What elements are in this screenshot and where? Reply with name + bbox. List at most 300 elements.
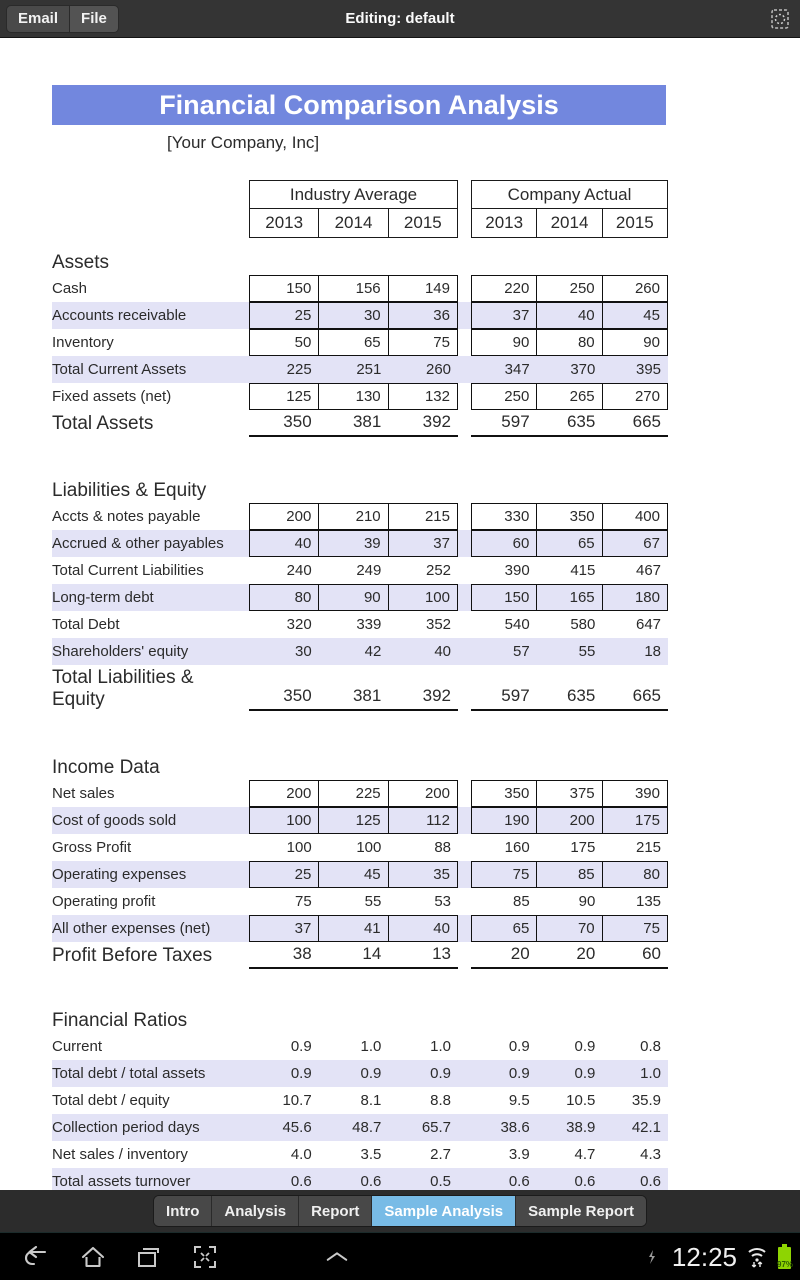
table-cell[interactable]: 375 [537,781,602,806]
year-header-2014: 2014 [319,209,388,237]
sheet-tab-bar [0,1190,800,1232]
row-label: Current [52,1038,103,1055]
year-header-2015: 2015 [615,213,654,232]
sheet-tab-sample-report[interactable]: Sample Report [516,1196,646,1226]
recent-apps-icon[interactable] [136,1244,162,1270]
cell-group-company [471,861,668,888]
table-cell[interactable]: 160 [504,839,530,856]
qr-scan-icon[interactable] [769,7,791,31]
table-cell[interactable]: 1.0 [640,1065,662,1082]
row-label: Accts & notes payable [52,508,201,525]
table-cell[interactable]: 75 [433,334,450,351]
table-cell[interactable]: 150 [472,585,537,610]
cell-group-industry [249,1060,458,1087]
table-cell[interactable]: 350 [472,781,537,806]
table-cell[interactable]: 100 [250,808,319,833]
table-row[interactable] [0,356,800,383]
cell-group-industry [249,329,458,356]
table-cell[interactable]: 467 [635,562,662,579]
table-cell[interactable]: 350 [283,412,312,431]
table-cell[interactable]: 132 [424,388,450,405]
table-cell[interactable]: 597 [501,412,530,431]
row-label: Total Current Liabilities [52,562,204,579]
table-cell[interactable]: 250 [472,384,537,409]
table-cell[interactable]: 75 [643,920,660,937]
table-cell[interactable]: 48.7 [352,1119,382,1136]
cell-group-company [471,410,668,437]
table-cell[interactable]: 0.9 [290,1038,312,1055]
year-headers-company [471,209,668,238]
table-cell[interactable]: 0.6 [360,1173,382,1190]
cell-group-company [471,383,668,410]
table-cell[interactable]: 8.1 [360,1092,382,1109]
table-cell[interactable]: 45 [643,307,660,324]
table-row[interactable] [0,861,800,888]
cell-group-industry [249,638,458,665]
table-cell[interactable]: 37 [433,535,450,552]
table-cell[interactable]: 2.7 [430,1146,452,1163]
table-row[interactable] [0,942,800,969]
row-label: Long-term debt [52,589,154,606]
cell-group-company [471,1168,668,1190]
cell-group-industry [249,915,458,942]
table-cell[interactable]: 38.9 [566,1119,596,1136]
header-company-actual: Company Actual [471,180,668,209]
table-cell[interactable]: 50 [250,330,319,355]
cell-group-company [471,584,668,611]
table-row[interactable] [0,807,800,834]
table-cell[interactable]: 55 [364,893,382,910]
table-cell[interactable]: 156 [319,276,388,301]
table-cell[interactable]: 339 [356,616,382,633]
chevron-up-icon[interactable] [324,1244,350,1270]
table-cell[interactable]: 39 [319,531,388,556]
row-label: Total Liabilities & Equity [52,667,194,710]
table-cell[interactable]: 150 [250,276,319,301]
document-title: Financial Comparison Analysis [52,85,666,125]
cell-group-industry [249,861,458,888]
table-cell[interactable]: 0.9 [290,1065,312,1082]
cell-group-company [471,915,668,942]
table-cell[interactable]: 42.1 [631,1119,662,1136]
battery-percent-label: 97% [777,1260,794,1269]
table-cell[interactable]: 38 [292,944,312,963]
table-row[interactable] [0,1060,800,1087]
cell-group-industry [249,1168,458,1190]
table-cell[interactable]: 53 [434,893,452,910]
cell-group-industry [249,611,458,638]
table-cell[interactable]: 85 [537,862,602,887]
table-cell[interactable]: 352 [425,616,452,633]
table-cell[interactable]: 200 [424,785,450,802]
table-cell[interactable]: 75 [294,893,312,910]
sheet-tabs [153,1195,647,1227]
app-top-bar [0,0,800,38]
table-cell[interactable]: 20 [576,944,596,963]
table-cell[interactable]: 70 [537,916,602,941]
table-cell[interactable]: 635 [566,686,596,705]
row-label: Net sales / inventory [52,1146,188,1163]
table-row[interactable] [0,915,800,942]
table-cell[interactable]: 390 [504,562,530,579]
row-label: Operating profit [52,893,156,910]
cell-group-industry [249,503,458,530]
table-row[interactable] [0,275,800,302]
cell-group-industry [249,356,458,383]
table-cell[interactable]: 347 [504,361,530,378]
table-cell[interactable]: 40 [250,531,319,556]
table-cell[interactable]: 270 [634,388,660,405]
cell-group-industry [249,1087,458,1114]
table-cell[interactable]: 25 [250,862,319,887]
table-cell[interactable]: 0.5 [430,1173,452,1190]
table-cell[interactable]: 112 [426,812,450,829]
table-row[interactable] [0,329,800,356]
usb-debug-icon [639,1244,665,1270]
table-cell[interactable]: 0.9 [574,1038,596,1055]
cell-group-company [471,807,668,834]
table-row[interactable] [0,888,800,915]
row-label: Total Assets [52,413,154,434]
table-cell[interactable]: 125 [250,384,319,409]
table-cell[interactable]: 90 [319,585,388,610]
cell-group-company [471,356,668,383]
section-title-liabilities-equity: Liabilities & Equity [52,480,207,501]
sheet-tab-analysis[interactable]: Analysis [212,1196,299,1226]
row-label: Net sales [52,785,115,802]
table-cell[interactable]: 260 [425,361,452,378]
cell-group-company [471,503,668,530]
cell-group-company [471,530,668,557]
clock: 12:25 [671,1241,737,1272]
table-cell[interactable]: 320 [286,616,312,633]
cell-group-company [471,302,668,329]
table-cell[interactable]: 0.9 [508,1038,530,1055]
cell-group-industry [249,1033,458,1060]
table-row[interactable] [0,530,800,557]
table-cell[interactable]: 200 [537,808,602,833]
table-cell[interactable]: 20 [510,944,530,963]
table-cell[interactable]: 381 [352,412,382,431]
cell-group-industry [249,302,458,329]
table-cell[interactable]: 57 [512,643,530,660]
cell-group-company [471,1087,668,1114]
table-cell[interactable]: 0.9 [574,1065,596,1082]
table-cell[interactable]: 90 [643,334,660,351]
wifi-icon [744,1244,770,1270]
table-cell[interactable]: 18 [644,643,662,660]
cell-group-industry [249,888,458,915]
table-cell[interactable]: 647 [635,616,662,633]
table-cell[interactable]: 40 [434,643,452,660]
cell-group-industry [249,584,458,611]
row-label: All other expenses (net) [52,920,211,937]
table-cell[interactable]: 395 [635,361,662,378]
table-cell[interactable]: 42 [364,643,382,660]
table-cell[interactable]: 1.0 [360,1038,382,1055]
table-cell[interactable]: 88 [434,839,452,856]
cell-group-company [471,888,668,915]
cell-group-industry [249,665,458,711]
table-cell[interactable]: 65 [319,330,388,355]
section-title-income-data: Income Data [52,757,160,778]
table-cell[interactable]: 415 [570,562,596,579]
cell-group-company [471,275,668,302]
table-cell[interactable]: 3.9 [508,1146,530,1163]
table-row[interactable] [0,611,800,638]
table-cell[interactable]: 130 [319,384,388,409]
table-row[interactable] [0,1087,800,1114]
table-cell[interactable]: 38.6 [500,1119,530,1136]
cell-group-industry [249,780,458,807]
table-cell[interactable]: 260 [634,280,660,297]
year-header-2013: 2013 [250,209,319,237]
row-label: Cash [52,280,88,297]
table-cell[interactable]: 25 [250,303,319,328]
table-cell[interactable]: 215 [635,839,662,856]
row-label: Shareholders' equity [52,643,189,660]
table-cell[interactable]: 60 [642,944,662,963]
row-label: Profit Before Taxes [52,945,213,966]
table-cell[interactable]: 200 [250,504,319,529]
table-cell[interactable]: 40 [433,920,450,937]
table-row[interactable] [0,665,800,711]
row-label: Total debt / total assets [52,1065,206,1082]
table-cell[interactable]: 0.6 [290,1173,312,1190]
table-cell[interactable]: 45.6 [282,1119,312,1136]
row-label: Inventory [52,334,114,351]
table-cell[interactable]: 400 [634,508,660,525]
table-cell[interactable]: 350 [537,504,602,529]
table-cell[interactable]: 41 [319,916,388,941]
table-cell[interactable]: 80 [537,330,602,355]
table-cell[interactable]: 392 [422,686,452,705]
spreadsheet-viewport[interactable] [0,38,800,1190]
table-cell[interactable]: 35 [433,866,450,883]
table-cell[interactable]: 45 [319,862,388,887]
table-cell[interactable]: 55 [578,643,596,660]
row-label: Collection period days [52,1119,200,1136]
table-row[interactable] [0,780,800,807]
table-cell[interactable]: 210 [319,504,388,529]
back-arrow-icon[interactable] [24,1244,50,1270]
table-cell[interactable]: 180 [634,589,660,606]
table-cell[interactable]: 250 [537,276,602,301]
table-cell[interactable]: 252 [425,562,452,579]
table-row[interactable] [0,638,800,665]
table-row[interactable] [0,1033,800,1060]
row-label: Cost of goods sold [52,812,177,829]
table-cell[interactable]: 390 [634,785,660,802]
table-cell[interactable]: 175 [634,812,660,829]
table-cell[interactable]: 35.9 [631,1092,662,1109]
cell-group-industry [249,557,458,584]
year-header-2015: 2015 [403,213,442,232]
cell-group-company [471,780,668,807]
table-cell[interactable]: 8.8 [430,1092,452,1109]
table-cell[interactable]: 65.7 [421,1119,452,1136]
table-row[interactable] [0,557,800,584]
table-cell[interactable]: 100 [286,839,312,856]
row-label: Fixed assets (net) [52,388,172,405]
battery-icon [777,1244,792,1270]
table-cell[interactable]: 200 [250,781,319,806]
table-row[interactable] [0,503,800,530]
table-cell[interactable]: 67 [643,535,660,552]
year-header-2013: 2013 [472,209,537,237]
app-bar-buttons [6,5,119,33]
android-navigation-bar [0,1232,800,1280]
year-headers-industry [249,209,458,238]
document-subtitle: [Your Company, Inc] [167,133,320,152]
sheet-tab-intro[interactable]: Intro [154,1196,212,1226]
table-cell[interactable]: 225 [319,781,388,806]
screenshot-icon[interactable] [192,1244,218,1270]
home-icon[interactable] [80,1244,106,1270]
table-cell[interactable]: 4.0 [290,1146,312,1163]
table-cell[interactable]: 265 [537,384,602,409]
row-label: Gross Profit [52,839,132,856]
table-cell[interactable]: 370 [570,361,596,378]
table-cell[interactable]: 249 [356,562,382,579]
table-cell[interactable]: 40 [537,303,602,328]
cell-group-industry [249,807,458,834]
table-cell[interactable]: 37 [472,303,537,328]
table-cell[interactable]: 65 [537,531,602,556]
table-cell[interactable]: 135 [635,893,662,910]
table-row[interactable] [0,410,800,437]
cell-group-industry [249,275,458,302]
table-row[interactable] [0,1114,800,1141]
table-cell[interactable]: 0.6 [574,1173,596,1190]
table-cell[interactable]: 10.7 [282,1092,312,1109]
table-cell[interactable]: 80 [250,585,319,610]
cell-group-company [471,942,668,969]
table-cell[interactable]: 330 [472,504,537,529]
table-cell[interactable]: 10.5 [566,1092,596,1109]
table-cell[interactable]: 0.6 [508,1173,530,1190]
table-cell[interactable]: 580 [570,616,596,633]
table-row[interactable] [0,834,800,861]
table-cell[interactable]: 85 [512,893,530,910]
table-cell[interactable]: 90 [472,330,537,355]
year-header-2014: 2014 [537,209,602,237]
cell-group-company [471,834,668,861]
cell-group-company [471,1141,668,1168]
table-cell[interactable]: 350 [283,686,312,705]
table-cell[interactable]: 251 [356,361,382,378]
table-cell[interactable]: 0.9 [430,1065,452,1082]
row-label: Total debt / equity [52,1092,170,1109]
table-cell[interactable]: 4.3 [640,1146,662,1163]
row-label: Total Current Assets [52,361,187,378]
table-cell[interactable]: 1.0 [430,1038,452,1055]
row-label: Accrued & other payables [52,535,224,552]
table-cell[interactable]: 381 [352,686,382,705]
table-cell[interactable]: 4.7 [574,1146,596,1163]
table-cell[interactable]: 65 [472,916,537,941]
cell-group-company [471,1060,668,1087]
cell-group-company [471,638,668,665]
cell-group-industry [249,1141,458,1168]
app-bar-title: Editing: default [345,10,455,27]
row-label: Total assets turnover [52,1173,191,1190]
row-label: Accounts receivable [52,307,187,324]
table-cell[interactable]: 100 [356,839,382,856]
table-row[interactable] [0,302,800,329]
cell-group-company [471,665,668,711]
table-cell[interactable]: 0.9 [360,1065,382,1082]
section-title-financial-ratios: Financial Ratios [52,1010,188,1031]
table-cell[interactable]: 215 [424,508,450,525]
table-cell[interactable]: 14 [362,944,382,963]
table-cell[interactable]: 30 [319,303,388,328]
table-cell[interactable]: 100 [424,589,450,606]
table-cell[interactable]: 220 [472,276,537,301]
cell-group-industry [249,383,458,410]
table-cell[interactable]: 3.5 [360,1146,382,1163]
cell-group-industry [249,942,458,969]
cell-group-industry [249,530,458,557]
cell-group-industry [249,834,458,861]
table-row[interactable] [0,1168,800,1190]
cell-group-industry [249,1114,458,1141]
table-cell[interactable]: 0.6 [640,1173,662,1190]
table-cell[interactable]: 149 [424,280,450,297]
table-cell[interactable]: 90 [578,893,596,910]
email-button[interactable]: Email [6,5,69,33]
table-cell[interactable]: 37 [250,916,319,941]
header-industry-average: Industry Average [249,180,458,209]
table-row[interactable] [0,383,800,410]
sheet-tab-sample-analysis[interactable]: Sample Analysis [372,1196,516,1226]
table-cell[interactable]: 80 [643,866,660,883]
cell-group-industry [249,410,458,437]
table-cell[interactable]: 0.8 [640,1038,662,1055]
table-cell[interactable]: 165 [537,585,602,610]
cell-group-company [471,1114,668,1141]
table-cell[interactable]: 60 [472,531,537,556]
status-area [639,1233,792,1280]
table-cell[interactable]: 30 [294,643,312,660]
table-cell[interactable]: 36 [433,307,450,324]
table-cell[interactable]: 9.5 [508,1092,530,1109]
table-row[interactable] [0,584,800,611]
sheet-tab-report[interactable]: Report [299,1196,372,1226]
table-cell[interactable]: 175 [570,839,596,856]
cell-group-company [471,611,668,638]
table-cell[interactable]: 597 [501,686,530,705]
table-cell[interactable]: 540 [504,616,530,633]
cell-group-company [471,557,668,584]
table-cell[interactable]: 240 [286,562,312,579]
table-cell[interactable]: 13 [432,944,452,963]
table-cell[interactable]: 0.9 [508,1065,530,1082]
table-cell[interactable]: 190 [472,808,537,833]
row-label: Total Debt [52,616,120,633]
table-cell[interactable]: 225 [286,361,312,378]
table-row[interactable] [0,1141,800,1168]
table-cell[interactable]: 665 [632,412,662,431]
table-cell[interactable]: 75 [472,862,537,887]
table-cell[interactable]: 392 [422,412,452,431]
table-cell[interactable]: 665 [632,686,662,705]
table-cell[interactable]: 635 [566,412,596,431]
cell-group-company [471,1033,668,1060]
table-cell[interactable]: 125 [319,808,388,833]
file-button[interactable]: File [69,5,119,33]
nav-buttons [24,1244,350,1270]
